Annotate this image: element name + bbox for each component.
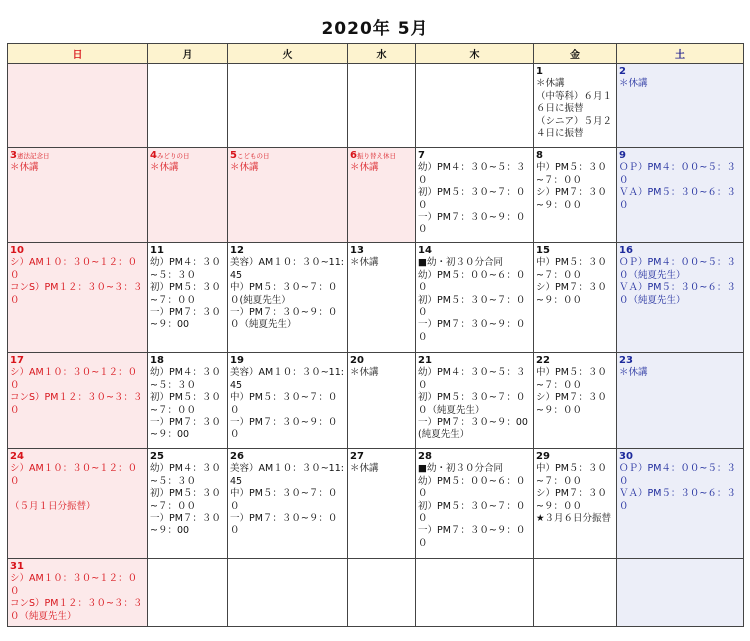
day-number: 10 xyxy=(10,245,24,256)
day-number: 23 xyxy=(619,355,633,366)
day-cell-empty xyxy=(534,559,617,627)
day-schedule: シ）AM１０：３０~１２：００ （５月１日分振替） xyxy=(10,463,138,512)
day-number: 1 xyxy=(536,66,543,77)
day-cell-empty xyxy=(348,559,416,627)
week-row xyxy=(8,243,744,353)
day-cell-empty xyxy=(617,559,744,627)
day-schedule: ＊休講 xyxy=(10,162,39,174)
day-schedule: 美容）AM１０：３０~11:45 中）PM５：３０~７：００(純夏先生） 一）PM７：３０~９：００（純夏先生） xyxy=(230,257,344,331)
day-cell xyxy=(416,148,534,243)
day-schedule: 幼）PM４：３０~５：３０ 初）PM５：３０~７：００ 一）PM７：３０~９：00 xyxy=(150,257,221,331)
weekday-header xyxy=(8,44,744,64)
day-cell xyxy=(8,353,148,449)
day-number: 17 xyxy=(10,355,24,366)
holiday-label: 憲法記念日 xyxy=(16,152,50,160)
day-schedule: ＯＰ）PM４：００~５：３０ ＶＡ）PM５：３０~６：３０ xyxy=(619,162,736,211)
day-number: 19 xyxy=(230,355,244,366)
day-cell xyxy=(148,449,228,559)
day-cell xyxy=(617,243,744,353)
day-schedule: 中）PM５：３０~７：００ シ）PM７：３０~９：００ ★３月６日分振替 xyxy=(536,463,612,525)
day-schedule: 幼）PM４：３０~５：３０ 初）PM５：３０~７：００（純夏先生） 一）PM７：３０~９：00(純夏先生） xyxy=(418,367,528,441)
day-number: 24 xyxy=(10,451,24,462)
day-cell xyxy=(228,449,348,559)
weekday-sun: 日 xyxy=(8,44,148,64)
day-cell xyxy=(348,353,416,449)
day-cell xyxy=(348,449,416,559)
day-schedule: シ）AM１０：３０~１２：００ コンS）PM１２：３０~３：３０ xyxy=(10,257,143,306)
day-number: 30 xyxy=(619,451,633,462)
day-cell xyxy=(416,243,534,353)
day-cell xyxy=(348,243,416,353)
day-cell xyxy=(148,148,228,243)
day-schedule: ■幼・初３０分合同 幼）PM５：００~６：００ 初）PM５：３０~７：００ 一）PM７：３０~９：００ xyxy=(418,463,526,549)
day-number: 3 xyxy=(10,150,17,161)
weekday-thu: 木 xyxy=(416,44,534,64)
day-number: 28 xyxy=(418,451,432,462)
day-schedule: ＊休講 xyxy=(150,162,179,174)
day-number: 22 xyxy=(536,355,550,366)
page-title: 2020年 5月 xyxy=(321,19,429,39)
day-schedule: ＊休講 （中等科）６月１６日に振替 （シニア）５月２４日に振替 xyxy=(536,78,613,140)
day-number: 2 xyxy=(619,66,626,77)
day-number: 5 xyxy=(230,150,237,161)
day-number: 26 xyxy=(230,451,244,462)
day-schedule: ＊休講 xyxy=(350,463,379,475)
day-cell-empty xyxy=(416,64,534,148)
day-cell xyxy=(416,353,534,449)
day-cell xyxy=(617,148,744,243)
day-schedule: ＊休講 xyxy=(350,162,379,174)
day-cell-empty xyxy=(348,64,416,148)
day-number: 11 xyxy=(150,245,164,256)
weekday-sat: 土 xyxy=(617,44,744,64)
day-cell-empty xyxy=(228,559,348,627)
day-cell xyxy=(534,353,617,449)
day-schedule: ＊休講 xyxy=(350,367,379,379)
day-number: 6 xyxy=(350,150,357,161)
day-number: 18 xyxy=(150,355,164,366)
day-cell xyxy=(617,449,744,559)
day-schedule: ■幼・初３０分合同 幼）PM５：００~６：００ 初）PM５：３０~７：００ 一）PM７：３０~９：００ xyxy=(418,257,526,343)
week-row xyxy=(8,64,744,148)
day-cell-empty xyxy=(8,64,148,148)
day-number: 12 xyxy=(230,245,244,256)
day-cell-empty xyxy=(148,559,228,627)
day-schedule: シ）AM１０：３０~１２：００ コンS）PM１２：３０~３：３０ xyxy=(10,367,143,416)
day-cell xyxy=(348,148,416,243)
day-schedule: ＊休講 xyxy=(350,257,379,269)
day-number: 21 xyxy=(418,355,432,366)
day-cell xyxy=(148,243,228,353)
day-cell xyxy=(8,148,148,243)
day-number: 20 xyxy=(350,355,364,366)
day-number: 13 xyxy=(350,245,364,256)
day-number: 25 xyxy=(150,451,164,462)
day-cell xyxy=(534,64,617,148)
day-cell xyxy=(617,353,744,449)
day-number: 16 xyxy=(619,245,633,256)
day-cell xyxy=(148,353,228,449)
weekday-mon: 月 xyxy=(148,44,228,64)
day-cell xyxy=(8,559,148,627)
week-row xyxy=(8,559,744,627)
day-schedule: ＯＰ）PM４：００~５：３０ ＶＡ）PM５：３０~６：３０ xyxy=(619,463,736,512)
day-schedule: 中）PM５：３０~７：００ シ）PM７：３０~９：００ xyxy=(536,162,607,211)
day-cell xyxy=(228,243,348,353)
holiday-label: みどりの日 xyxy=(156,152,190,160)
day-cell xyxy=(228,148,348,243)
day-schedule: ＊休講 xyxy=(230,162,259,174)
day-number: 7 xyxy=(418,150,425,161)
week-row xyxy=(8,353,744,449)
day-schedule: ＊休講 xyxy=(619,78,648,90)
day-cell-empty xyxy=(148,64,228,148)
holiday-label: 振り替え休日 xyxy=(356,152,396,160)
day-number: 9 xyxy=(619,150,626,161)
day-schedule: 幼）PM４：３０~５：３０ 初）PM５：３０~７：００ 一）PM７：３０~９：00 xyxy=(150,367,221,441)
day-number: 15 xyxy=(536,245,550,256)
day-schedule: 美容）AM１０：３０~11:45 中）PM５：３０~７：００ 一）PM７：３０~９：００ xyxy=(230,367,344,441)
day-schedule: 中）PM５：３０~７：００ シ）PM７：３０~９：００ xyxy=(536,257,607,306)
week-row xyxy=(8,148,744,243)
day-schedule: ＯＰ）PM４：００~５：３０（純夏先生） ＶＡ）PM５：３０~６：３０（純夏先生） xyxy=(619,257,736,306)
day-schedule: シ）AM１０：３０~１２：００ コンS）PM１２：３０~３：３０（純夏先生） xyxy=(10,573,143,622)
holiday-label: こどもの日 xyxy=(236,152,270,160)
calendar-table xyxy=(7,43,744,627)
day-number: 27 xyxy=(350,451,364,462)
day-number: 14 xyxy=(418,245,432,256)
day-number: 8 xyxy=(536,150,543,161)
day-number: 31 xyxy=(10,561,24,572)
day-schedule: ＊休講 xyxy=(619,367,648,379)
weekday-tue: 火 xyxy=(228,44,348,64)
day-schedule: 中）PM５：３０~７：００ シ）PM７：３０~９：００ xyxy=(536,367,607,416)
weekday-wed: 水 xyxy=(348,44,416,64)
day-cell xyxy=(534,449,617,559)
day-cell-empty xyxy=(228,64,348,148)
day-number: 29 xyxy=(536,451,550,462)
day-cell xyxy=(228,353,348,449)
day-schedule: 幼）PM４：３０~５：３０ 初）PM５：３０~７：００ 一）PM７：３０~９：00 xyxy=(150,463,221,537)
week-row xyxy=(8,449,744,559)
day-cell xyxy=(8,449,148,559)
day-cell xyxy=(617,64,744,148)
day-schedule: 美容）AM１０：３０~11:45 中）PM５：３０~７：００ 一）PM７：３０~９：００ xyxy=(230,463,344,537)
day-schedule: 幼）PM４：３０~５：３０ 初）PM５：３０~７：００ 一）PM７：３０~９：００ xyxy=(418,162,526,236)
day-cell-empty xyxy=(416,559,534,627)
weekday-fri: 金 xyxy=(534,44,617,64)
day-cell xyxy=(416,449,534,559)
day-cell xyxy=(8,243,148,353)
day-cell xyxy=(534,243,617,353)
day-number: 4 xyxy=(150,150,157,161)
day-cell xyxy=(534,148,617,243)
